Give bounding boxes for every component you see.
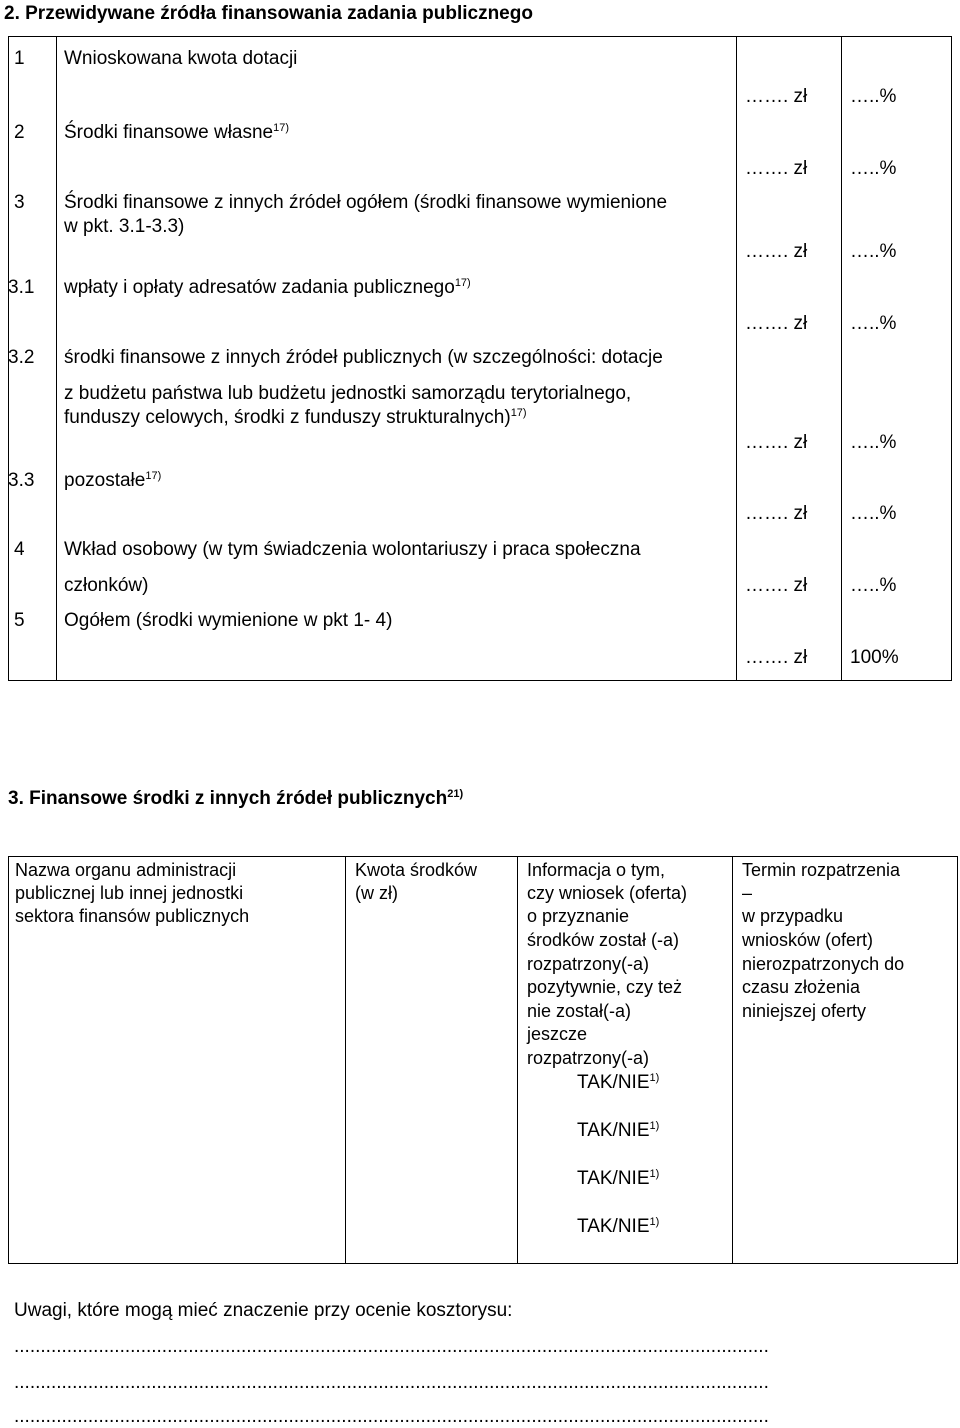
col-header-status: rozpatrzony(-a) bbox=[527, 954, 650, 974]
remarks-label: Uwagi, które mogą mieć znaczenie przy ocenie kosztorysu: bbox=[14, 1300, 513, 1321]
row-label-cont: w pkt. 3.1-3.3) bbox=[64, 216, 185, 237]
amount-field[interactable]: ……. zł bbox=[745, 313, 808, 334]
yes-no-field[interactable]: TAK/NIE$^{1)}$ bbox=[577, 1168, 660, 1189]
percent-field[interactable]: …..% bbox=[850, 158, 897, 179]
col-header-status: Informacja o tym, bbox=[527, 860, 666, 880]
row-number: 4 bbox=[14, 539, 25, 560]
percent-field[interactable]: …..% bbox=[850, 432, 897, 453]
amount-field[interactable]: ……. zł bbox=[745, 241, 808, 262]
col-header-status: jeszcze bbox=[527, 1024, 588, 1044]
amount-field[interactable]: ……. zł bbox=[745, 575, 808, 596]
amount-field[interactable]: ……. zł bbox=[745, 503, 808, 524]
col-header-status: rozpatrzony(-a) bbox=[527, 1048, 650, 1068]
row-label: pozostałe$^{17)}$ bbox=[64, 470, 162, 491]
col-header-deadline: wniosków (ofert) bbox=[742, 930, 874, 950]
row-number: 2 bbox=[14, 122, 25, 143]
row-number: 5 bbox=[14, 610, 25, 631]
col-header-authority: Nazwa organu administracji bbox=[15, 860, 237, 880]
row-label: Środki finansowe z innych źródeł ogółem (środki finansowe wymienione bbox=[64, 192, 668, 213]
col-header-status: nie został(-a) bbox=[527, 1001, 632, 1021]
percent-field[interactable]: …..% bbox=[850, 313, 897, 334]
col-header-status: czy wniosek (oferta) bbox=[527, 883, 688, 903]
amount-field[interactable]: ……. zł bbox=[745, 158, 808, 179]
remarks-line[interactable]: ............................................................................................................................................... bbox=[14, 1406, 769, 1427]
section3-heading: 3. Finansowe środki z innych źródeł publicznych$^{21)}$ bbox=[8, 788, 464, 809]
row-number: 3.2 bbox=[8, 347, 35, 368]
amount-field[interactable]: ……. zł bbox=[745, 432, 808, 453]
total-percent: 100% bbox=[850, 647, 899, 668]
row-number: 3 bbox=[14, 192, 25, 213]
row-number: 3.1 bbox=[8, 277, 35, 298]
col-header-amount: (w zł) bbox=[355, 883, 398, 903]
col-header-deadline: Termin rozpatrzenia bbox=[742, 860, 901, 880]
row-number: 3.3 bbox=[8, 470, 35, 491]
section2-heading: 2. Przewidywane źródła finansowania zadania publicznego bbox=[4, 3, 533, 24]
row-label-cont: z budżetu państwa lub budżetu jednostki samorządu terytorialnego, bbox=[64, 383, 632, 404]
amount-field[interactable]: ……. zł bbox=[745, 647, 808, 668]
percent-field[interactable]: …..% bbox=[850, 241, 897, 262]
col-header-deadline: niniejszej oferty bbox=[742, 1001, 867, 1021]
col-header-status: o przyznanie bbox=[527, 906, 630, 926]
row-label: Wkład osobowy (w tym świadczenia wolontariuszy i praca społeczna bbox=[64, 539, 641, 560]
col-header-deadline: nierozpatrzonych do bbox=[742, 954, 905, 974]
col-header-amount: Kwota środków bbox=[355, 860, 478, 880]
percent-field[interactable]: …..% bbox=[850, 575, 897, 596]
col-header-status: środków został (-a) bbox=[527, 930, 680, 950]
row-label: wpłaty i opłaty adresatów zadania publicznego$^{17)}$ bbox=[64, 277, 471, 298]
row-label-cont: członków) bbox=[64, 575, 149, 596]
col-header-authority: sektora finansów publicznych bbox=[15, 906, 250, 926]
remarks-line[interactable]: ............................................................................................................................................... bbox=[14, 1336, 769, 1357]
amount-field[interactable]: ……. zł bbox=[745, 86, 808, 107]
row-label: Wnioskowana kwota dotacji bbox=[64, 48, 298, 69]
yes-no-field[interactable]: TAK/NIE$^{1)}$ bbox=[577, 1072, 660, 1093]
yes-no-field[interactable]: TAK/NIE$^{1)}$ bbox=[577, 1216, 660, 1237]
percent-field[interactable]: …..% bbox=[850, 86, 897, 107]
row-label: Ogółem (środki wymienione w pkt 1- 4) bbox=[64, 610, 393, 631]
row-label-cont: funduszy celowych, środki z funduszy strukturalnych)$^{17)}$ bbox=[64, 407, 527, 428]
row-label: środki finansowe z innych źródeł publicznych (w szczególności: dotacje bbox=[64, 347, 663, 368]
row-label: Środki finansowe własne$^{17)}$ bbox=[64, 122, 290, 143]
col-header-deadline: – bbox=[742, 883, 753, 903]
yes-no-field[interactable]: TAK/NIE$^{1)}$ bbox=[577, 1120, 660, 1141]
remarks-line[interactable]: ............................................................................................................................................... bbox=[14, 1372, 769, 1393]
col-header-deadline: w przypadku bbox=[742, 906, 844, 926]
col-header-authority: publicznej lub innej jednostki bbox=[15, 883, 244, 903]
col-header-status: pozytywnie, czy też bbox=[527, 977, 683, 997]
percent-field[interactable]: …..% bbox=[850, 503, 897, 524]
row-number: 1 bbox=[14, 48, 25, 69]
col-header-deadline: czasu złożenia bbox=[742, 977, 861, 997]
